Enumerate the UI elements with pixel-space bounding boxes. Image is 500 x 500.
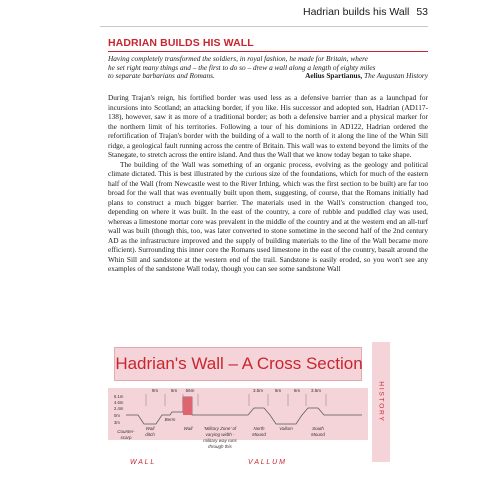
quote-line-1: Having completely transformed the soldiers, in royal fashion, he made for Britain, where [108,54,368,63]
label-counterscarp-1: Counter- [117,429,135,434]
paragraph-1: During Trajan's reign, his fortified border was used less as a defensive barrier than as a launchpad for incursions into Scotland; an attacking border, if you like. His successor and adopted son, Hadrian (AD117-138), however, saw it as more of a traditional border; as both a defensive barrier and a physical marker for the northern limit of his territories. Following a tour of his dominions in AD122, Hadrian ordered the refortification of Trajan's border with the building of a wall to the north of it along the line of the Whin Sill ridge, a geological fault running across the centre of Britain. This wall was to extend beyond the limits of the Stanegate, to stretch across the entire island. And thus the Wall that we know today began to take shape. [108,93,428,159]
height-label-1: 6.1m [114,394,124,399]
section-rule [108,51,428,52]
quote-source: The Augustan History [364,71,428,81]
history-side-tab [372,342,390,462]
label-wall-ditch-2: ditch [145,432,155,437]
width-label-2: 6m [170,388,178,393]
width-label-1: 9m [151,388,159,393]
epigraph-quote [108,55,428,81]
cross-section-figure [108,340,368,500]
label-military-zone-2: varying width - [205,432,235,437]
label-berm: Berm [164,417,176,422]
label-south-mound-1: South [312,426,324,431]
body-text [108,93,428,274]
height-label-2: 4.6m [114,400,124,405]
quote-author: Aelius Spartianus, [305,71,363,81]
wall-block [183,397,192,415]
label-wall-ditch-1: Wall [145,426,155,431]
label-vallum-section: V A L L U M [248,459,285,466]
label-military-zone-1: 'Military Zone' of [203,426,237,431]
label-military-zone-4: through this [208,444,232,449]
label-wall: Wall [183,426,193,431]
paragraph-2: The building of the Wall was something of an organic process, evolving as the geology and political climate dictated. This is best illustrated by the curious size of the foundations, which for much of the eastern half of the Wall (from Newcastle west to the River Irthing, which was the first section to be built) are far too broad for the wall that was eventually built upon them, suggesting, of course, that the Romans initially had plans to construct a much bigger barrier. The materials used in the Wall's construction changed too, depending on where it was built. In the east of the country, a core of rubble and puddled clay was used, whereas a limestone mortar core was prevalent in the middle of the country and at the western end an all-turf wall was built (though this, too, was later converted to stone sometime in the second half of the 2nd century AD as the infrastructure improved and the supply of building materials to the line of the Wall became more efficient). Surrounding this inner core the Romans used limestone in the east of the country, basalt around the Whin Sill and sandstone at the western end of the trail. Sandstone is easily eroded, so you won't see any examples of the sandstone Wall today, though you can see some sandstone Wall [108,159,428,273]
height-label-4: 0m [114,413,120,418]
figure-title: Hadrian's Wall – A Cross Section [115,354,363,373]
label-military-zone-3: military way runs [203,438,237,443]
height-label-3: 2.4m [114,406,124,411]
bottom-labels [130,459,285,466]
width-label-4: 3.5m [252,388,264,393]
width-label-7: 3.5m [310,388,322,393]
label-counterscarp-2: scarp [120,435,132,440]
label-south-mound-2: Mound [311,432,325,437]
cross-section-diagram [108,340,368,500]
quote-line-3: to separate barbarians and Romans. [108,71,215,81]
header-rule [100,26,428,27]
width-label-6: 6m [293,388,301,393]
side-tab-label: HISTORY [377,381,385,423]
label-wall-section: W A L L [130,459,155,466]
width-label-5: 6m [274,388,282,393]
label-north-mound-2: Mound [252,432,266,437]
section-title: HADRIAN BUILDS HIS WALL [108,37,254,49]
page-number: 53 [416,6,428,18]
running-header [303,6,428,18]
width-label-3: 56m [185,388,195,393]
label-north-mound-1: North [253,426,265,431]
quote-line-2: he set right many things and – the first to do so – drew a wall along a length of eighty miles [108,62,376,72]
height-label-5: 3m [114,420,120,425]
label-vallum: Vallum [279,426,293,431]
running-title: Hadrian builds his Wall [302,6,410,18]
